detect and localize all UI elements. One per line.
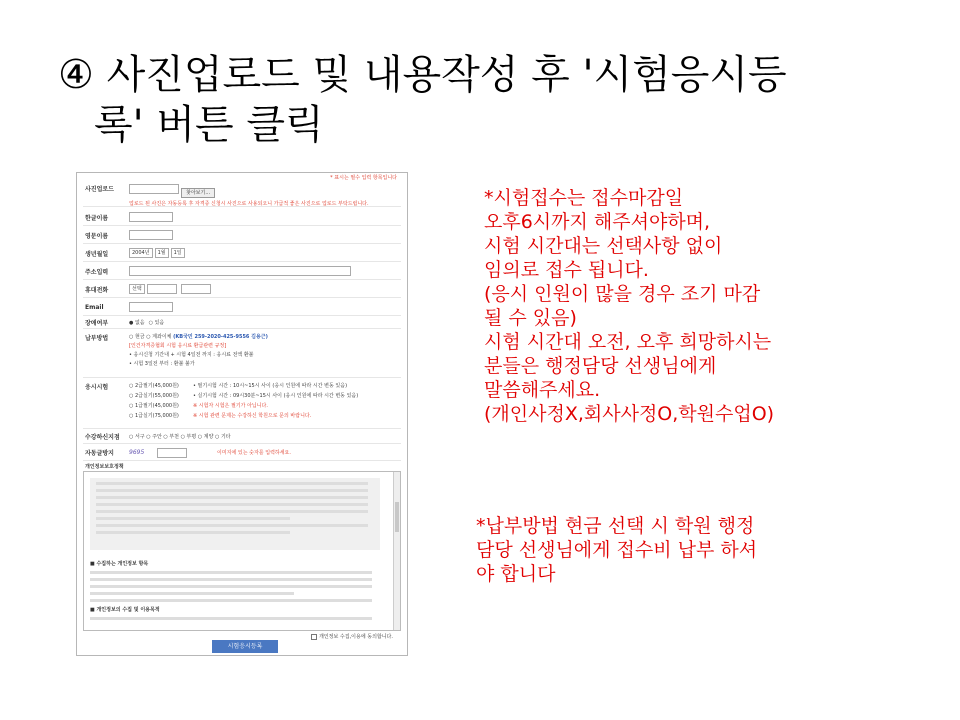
privacy-section-1: ■ 수집하는 개인정보 항목 (90, 561, 149, 567)
photo-label: 사진업로드 (85, 186, 114, 193)
korean-name-input[interactable] (129, 212, 173, 222)
birth-month-select[interactable]: 1월 (155, 248, 169, 258)
email-input[interactable] (129, 302, 173, 312)
captcha-label: 자동글방지 (85, 450, 114, 457)
exam-label: 응시시험 (85, 384, 109, 391)
disability-label: 장애여부 (85, 320, 109, 327)
notice-line: 시험 시간대 오전, 오후 희망하시는 (484, 331, 772, 353)
payment-transfer-radio[interactable]: ○ 계좌이체 (146, 334, 172, 340)
browse-button[interactable]: 찾아보기... (181, 188, 215, 198)
payment-rule-1: • 응시신청 기간내 + 시험 4일전 까지 : 응시료 전액 환불 (129, 352, 254, 358)
agree-checkbox[interactable] (311, 634, 317, 640)
english-name-label: 영문이름 (85, 232, 109, 240)
photo-row (83, 181, 401, 207)
email-row (83, 299, 401, 316)
region-label: 수강하신지점 (85, 434, 120, 441)
birth-row (83, 245, 401, 262)
disability-row (83, 317, 401, 329)
exam-warning-2: ※ 시험 관련 문제는 수강하신 학원으로 문의 바랍니다. (193, 413, 312, 419)
captcha-note: 이미지에 있는 숫자를 입력하세요. (217, 450, 291, 456)
mobile-last-input[interactable] (181, 284, 211, 294)
exam-row (83, 379, 401, 429)
english-name-row (83, 227, 401, 244)
disability-none-radio[interactable]: ● 없음 (129, 320, 145, 326)
captcha-row (83, 445, 401, 461)
notice-line: 시험 시간대는 선택사항 없이 (484, 235, 723, 257)
exam-register-button[interactable]: 시험응시등록 (212, 640, 278, 653)
exam-level-radio[interactable]: ○ 1급실기(75,000원) (129, 413, 179, 419)
exam-notice (484, 186, 774, 426)
title-line-2: 록' 버튼 클릭 (94, 102, 324, 148)
exam-level-radio[interactable]: ○ 2급필기(45,000원) (129, 383, 179, 389)
notice-line: 임의로 접수 됩니다. (484, 259, 649, 281)
notice-line: (응시 인원이 많을 경우 조기 마감 (484, 283, 761, 305)
exam-level-radio[interactable]: ○ 2급실기(55,000원) (129, 393, 179, 399)
english-name-input[interactable] (129, 230, 173, 240)
exam-warning-1: ※ 시험자 시험은 필기가 아닙니다. (193, 403, 268, 409)
mobile-label: 휴대전화 (85, 286, 109, 294)
payment-rule-link[interactable]: [인건자격증협회 시험 응시료 환급관련 규정] (129, 343, 227, 349)
address-input[interactable] (129, 266, 351, 276)
payment-row (83, 330, 401, 378)
title-line-1: ④ 사진업로드 및 내용작성 후 '시험응시등 (58, 52, 787, 98)
notice-line: *시험접수는 접수마감일 (484, 187, 684, 209)
captcha-input[interactable] (157, 448, 187, 458)
notice-line: 될 수 있음) (484, 307, 577, 329)
privacy-scrollbar[interactable] (393, 472, 400, 630)
privacy-section-2: ■ 개인정보의 수집 및 이용목적 (90, 607, 160, 613)
korean-name-label: 한글이름 (85, 214, 109, 222)
exam-time-practical: • 실기시험 시간 : 09시30분~15시 사이 (응시 인원에 따라 시간 변동 있음) (193, 393, 359, 399)
notice-line: 말씀해주세요. (484, 379, 601, 401)
payment-label: 납부방법 (85, 335, 109, 342)
required-note: * 표시는 필수 입력 항목입니다 (330, 175, 397, 181)
address-row (83, 263, 401, 280)
privacy-summary (90, 478, 380, 550)
agree-label: 개인정보 수집,이용에 동의합니다. (319, 634, 393, 640)
address-label: 주소입력 (85, 268, 109, 276)
photo-note: 업로드 된 사진은 자동등록 후 자격증 신청시 사진으로 사용되오니 가급적 좋은 사진으로 업로드 부탁드립니다. (129, 201, 369, 207)
slide-title (58, 50, 938, 150)
privacy-agree[interactable] (311, 633, 393, 640)
email-label: Email (85, 303, 104, 311)
photo-file-input[interactable] (129, 184, 179, 194)
disability-yes-radio[interactable]: ○ 있음 (148, 320, 165, 326)
payment-cash-radio[interactable]: ○ 현금 (129, 334, 145, 340)
registration-form-screenshot (76, 172, 408, 656)
privacy-policy-box[interactable] (83, 471, 401, 631)
notice-line: (개인사정X,회사사정O,학원수업O) (484, 403, 775, 425)
notice-line: 담당 선생님에게 접수비 납부 하셔 (476, 539, 758, 561)
mobile-prefix-select[interactable]: 선택 (129, 284, 145, 294)
mobile-row (83, 281, 401, 298)
notice-line: *납부방법 현금 선택 시 학원 행정 (476, 515, 755, 537)
korean-name-row (83, 209, 401, 226)
birth-day-select[interactable]: 1일 (171, 248, 185, 258)
payment-notice (476, 514, 757, 586)
payment-account: (KB국민 259-2020-425-9556 김용근) (173, 334, 268, 340)
privacy-label: 개인정보보호정책 (85, 464, 124, 470)
notice-line: 오후6시까지 해주셔야하며, (484, 211, 711, 233)
notice-line: 분들은 행정담당 선생님에게 (484, 355, 717, 377)
region-row (83, 430, 401, 444)
captcha-image: 9695 (129, 449, 145, 456)
birth-year-select[interactable]: 2004년 (129, 248, 153, 258)
region-radio-group[interactable]: ○ 서구 ○ 주안 ○ 부천 ○ 부평 ○ 계양 ○ 기타 (129, 434, 231, 440)
exam-level-radio[interactable]: ○ 1급필기(45,000원) (129, 403, 179, 409)
notice-line: 야 합니다 (476, 563, 556, 585)
mobile-middle-input[interactable] (147, 284, 177, 294)
exam-time-written: • 필기시험 시간 : 10시~15시 사이 (응시 인원에 따라 시간 변동 있음) (193, 383, 348, 389)
payment-rule-2: • 시험 3일전 부터 : 환불 불가 (129, 361, 195, 367)
birth-label: 생년월일 (85, 250, 109, 258)
